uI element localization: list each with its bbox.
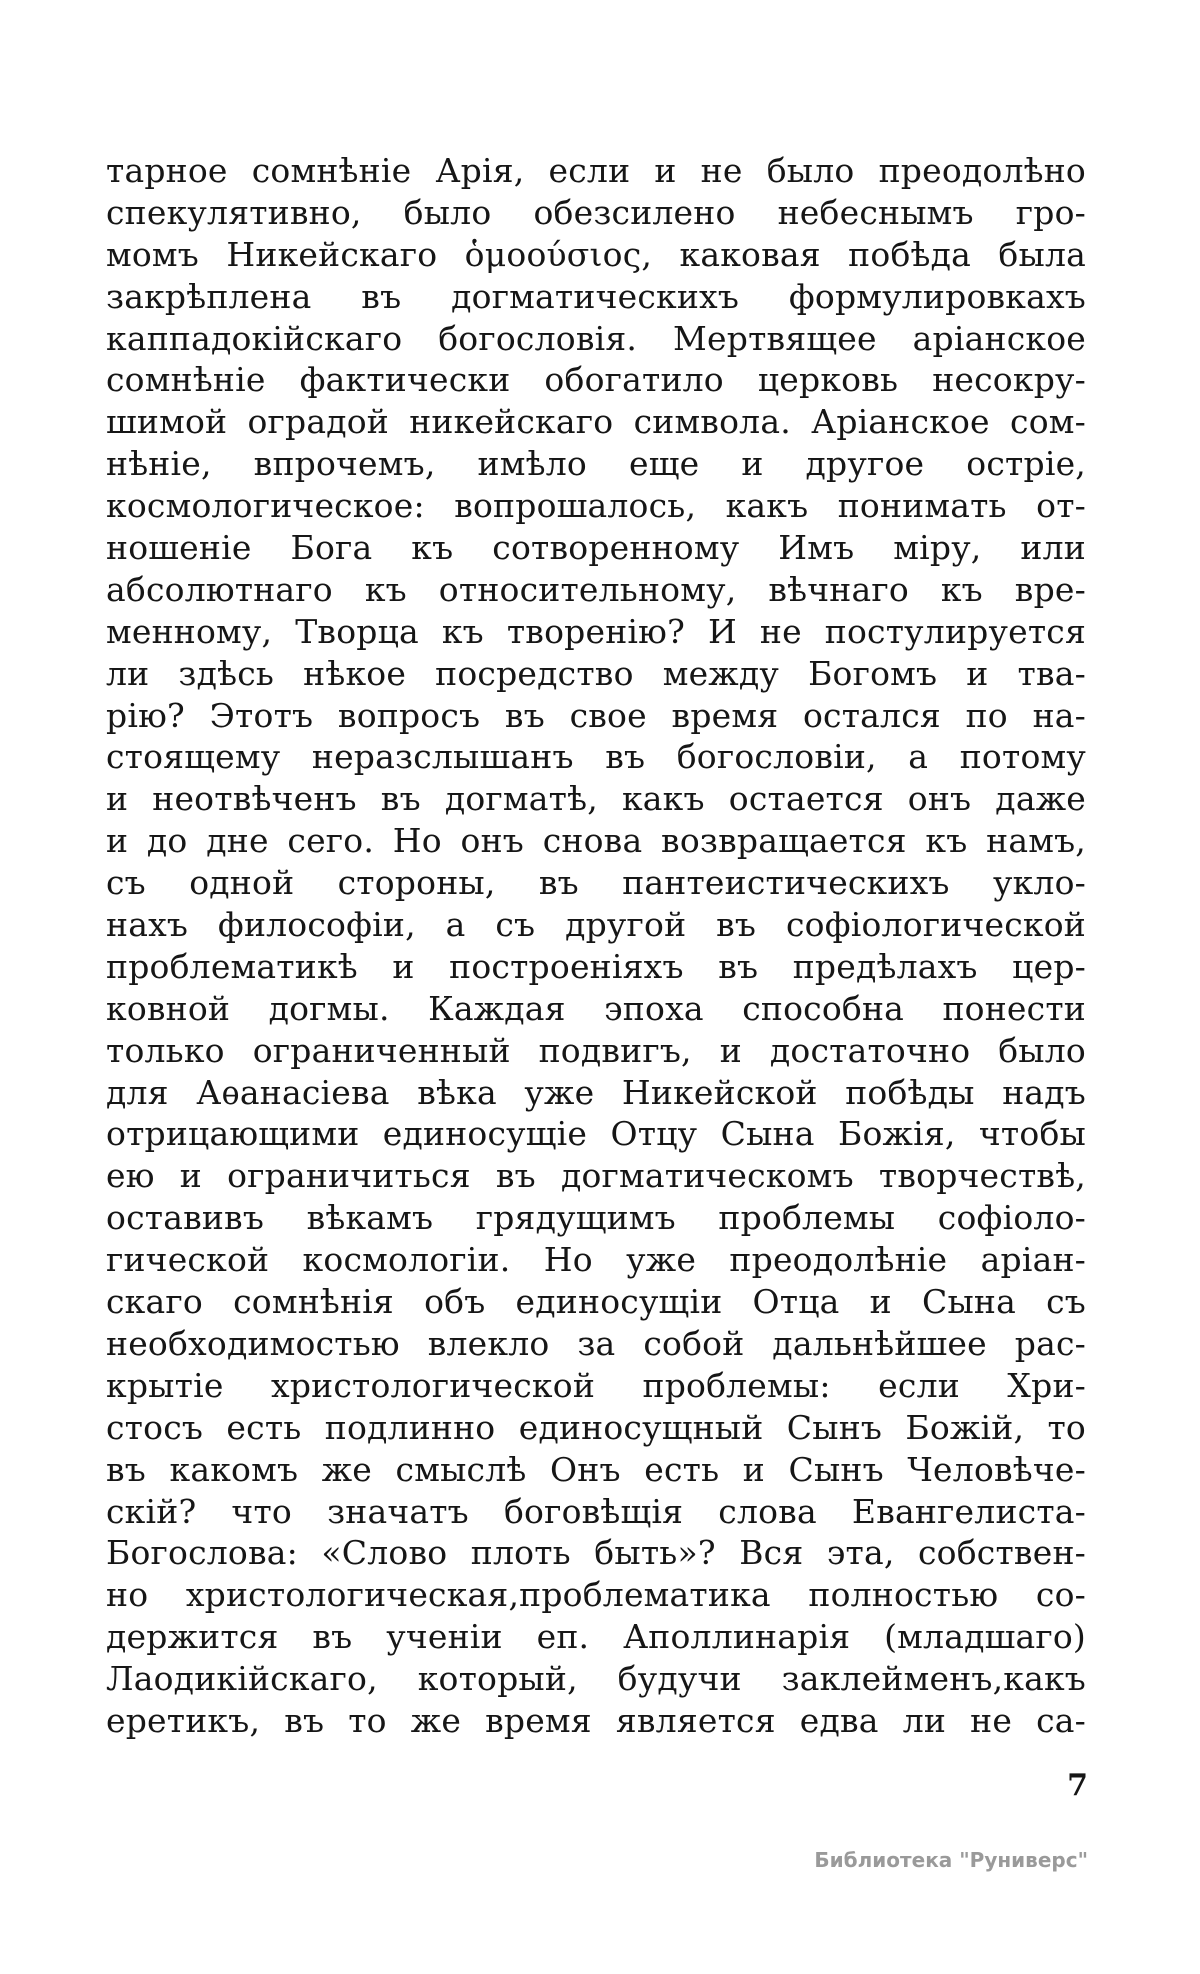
text-line: ношеніе Бога къ сотворенному Имъ міру, или bbox=[106, 528, 1086, 568]
text-line: закрѣплена въ догматическихъ формулировкахъ bbox=[106, 276, 1086, 316]
text-line: нѣніе, впрочемъ, имѣло еще и другое остріе, bbox=[106, 444, 1086, 484]
text-line: скій? что значатъ боговѣщія слова Евангелиста- bbox=[106, 1491, 1086, 1531]
text-line: космологическое: вопрошалось, какъ понимать от- bbox=[106, 486, 1086, 526]
text-line: менному, Творца къ творенію? И не постулируется bbox=[106, 611, 1086, 651]
text-line: момъ Никейскаго ὁμοούσιος, каковая побѣда была bbox=[106, 234, 1086, 274]
text-line: абсолютнаго къ относительному, вѣчнаго къ вре- bbox=[106, 569, 1086, 609]
text-line: необходимостью влекло за собой дальнѣйшее рас- bbox=[106, 1323, 1086, 1363]
text-line: стоящему неразслышанъ въ богословіи, а потому bbox=[106, 737, 1086, 777]
text-line: сомнѣніе фактически обогатило церковь несокру- bbox=[106, 360, 1086, 400]
text-line: ковной догмы. Каждая эпоха способна понести bbox=[106, 988, 1086, 1028]
text-line: для Аѳанасіева вѣка уже Никейской побѣды надъ bbox=[106, 1072, 1086, 1112]
text-line: и до дне сего. Но онъ снова возвращается къ намъ, bbox=[106, 821, 1086, 861]
body-text bbox=[106, 150, 1086, 1742]
text-line: и неотвѣченъ въ догматѣ, какъ остается онъ даже bbox=[106, 779, 1086, 819]
text-line: стосъ есть подлинно единосущный Сынъ Божій, то bbox=[106, 1407, 1086, 1447]
text-line: оставивъ вѣкамъ грядущимъ проблемы софіоло- bbox=[106, 1198, 1086, 1238]
text-line: отрицающими единосущіе Отцу Сына Божія, чтобы bbox=[106, 1114, 1086, 1154]
text-line: нахъ философіи, а съ другой въ софіологической bbox=[106, 905, 1086, 945]
text-line: Лаодикійскаго, который, будучи заклейменъ,какъ bbox=[106, 1659, 1086, 1699]
text-line: проблематикѣ и построеніяхъ въ предѣлахъ цер- bbox=[106, 946, 1086, 986]
library-watermark: Библиотека "Руниверс" bbox=[814, 1848, 1088, 1872]
text-line: Богослова: «Слово плоть быть»? Вся эта, собствен- bbox=[106, 1533, 1086, 1573]
text-line: только ограниченный подвигъ, и достаточно было bbox=[106, 1030, 1086, 1070]
text-line: тарное сомнѣніе Арія, если и не было преодолѣно bbox=[106, 151, 1086, 190]
text-line: ею и ограничиться въ догматическомъ творчествѣ, bbox=[106, 1156, 1086, 1196]
page-number: 7 bbox=[1067, 1768, 1088, 1803]
text-line: каппадокійскаго богословія. Мертвящее аріанское bbox=[106, 318, 1086, 358]
text-line: спекулятивно, было обезсилено небеснымъ гро- bbox=[106, 192, 1086, 232]
text-line: ли здѣсь нѣкое посредство между Богомъ и тва- bbox=[106, 653, 1086, 693]
text-line: рію? Этотъ вопросъ въ свое время остался по на- bbox=[106, 695, 1086, 735]
text-line: держится въ ученіи еп. Аполлинарія (младшаго) bbox=[106, 1617, 1086, 1657]
text-line: но христологическая,проблематика полностью со- bbox=[106, 1575, 1086, 1615]
text-line: крытіе христологической проблемы: если Хри- bbox=[106, 1365, 1086, 1405]
text-line: шимой оградой никейскаго символа. Аріанское сом- bbox=[106, 402, 1086, 442]
text-line: скаго сомнѣнія объ единосущіи Отца и Сына съ bbox=[106, 1282, 1086, 1322]
text-line: въ какомъ же смыслѣ Онъ есть и Сынъ Человѣче- bbox=[106, 1449, 1086, 1489]
text-line: съ одной стороны, въ пантеистическихъ укло- bbox=[106, 863, 1086, 903]
text-line: еретикъ, въ то же время является едва ли не са- bbox=[106, 1700, 1086, 1740]
text-line: гической космологіи. Но уже преодолѣніе аріан- bbox=[106, 1240, 1086, 1280]
